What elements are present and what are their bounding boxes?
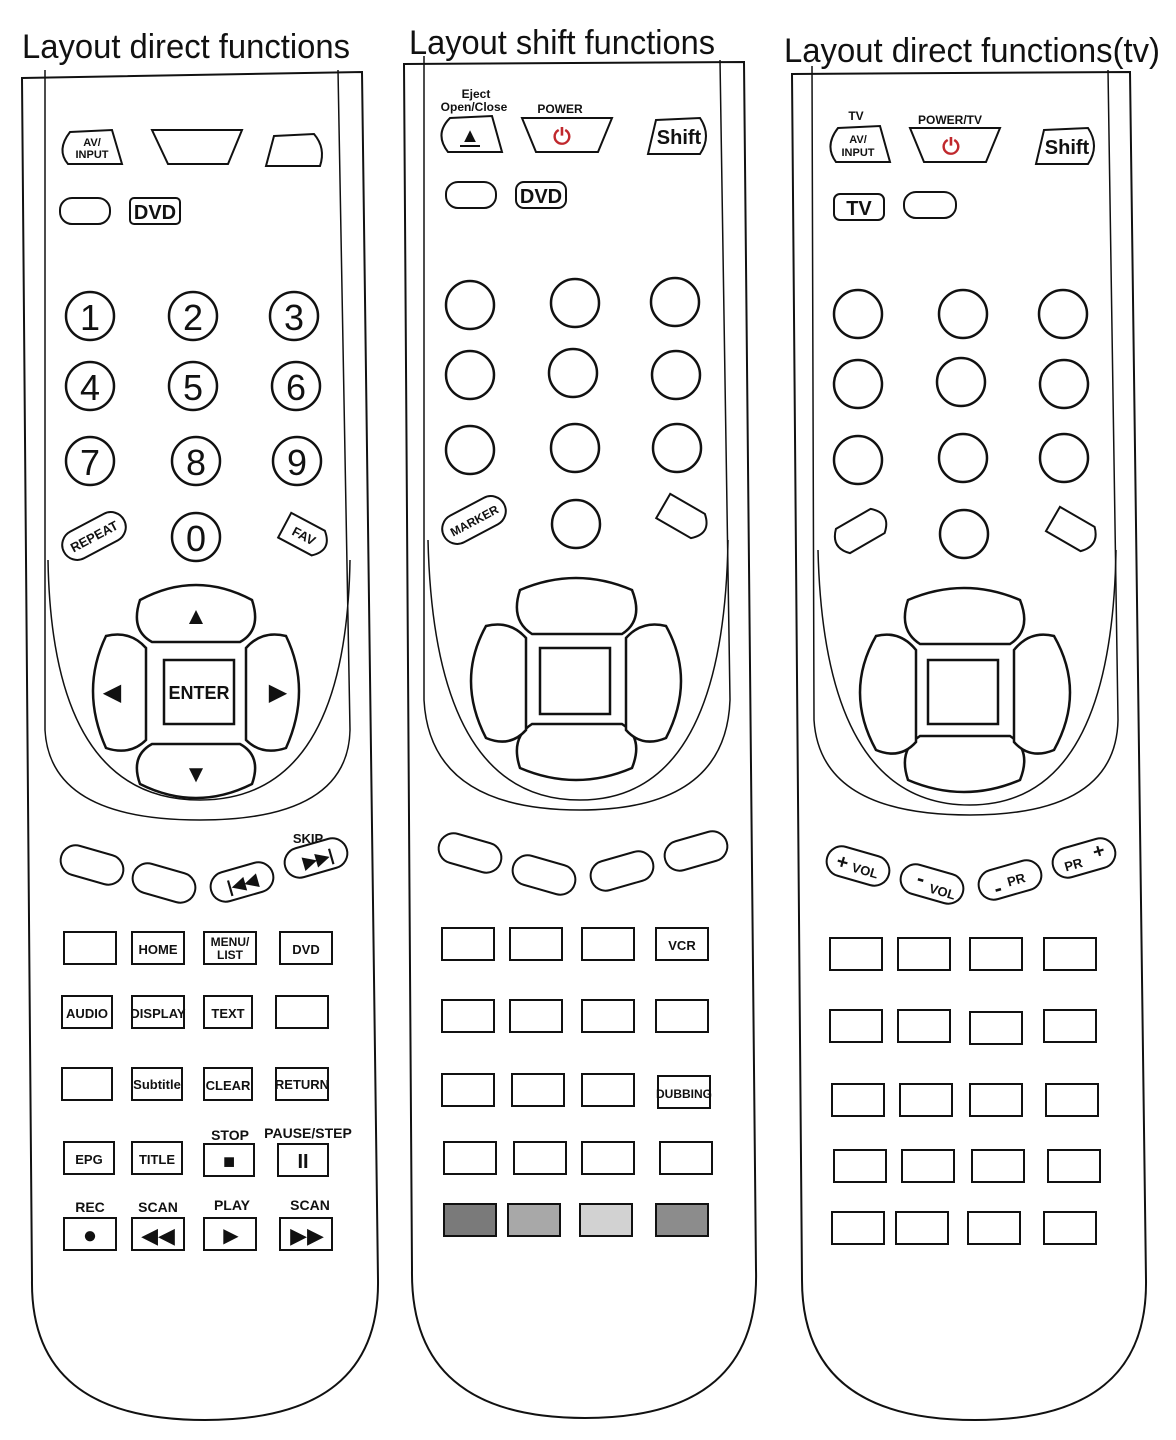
svg-text:3: 3 bbox=[283, 297, 305, 338]
clear-button[interactable] bbox=[204, 1068, 252, 1100]
scan-rev-button[interactable] bbox=[132, 1218, 184, 1250]
home-button[interactable] bbox=[132, 932, 184, 964]
num-button-5[interactable] bbox=[937, 358, 985, 406]
vcr-button[interactable] bbox=[656, 928, 708, 960]
num-button-4[interactable] bbox=[446, 351, 494, 399]
svg-text:◀◀: ◀◀ bbox=[141, 1223, 175, 1248]
svg-text:|◀◀: |◀◀ bbox=[224, 870, 260, 897]
svg-text:4: 4 bbox=[79, 367, 101, 408]
svg-text:EPG: EPG bbox=[75, 1152, 103, 1167]
tv-mode-button[interactable] bbox=[834, 194, 884, 220]
av-input-button[interactable] bbox=[830, 126, 890, 162]
svg-text:Shift: Shift bbox=[656, 127, 702, 149]
digit-8-button[interactable] bbox=[172, 437, 220, 485]
color-key-1[interactable] bbox=[444, 1204, 496, 1236]
rect-button-r5c2[interactable] bbox=[896, 1212, 948, 1244]
svg-text:▶: ▶ bbox=[223, 1225, 239, 1247]
dvd-button[interactable] bbox=[280, 932, 332, 964]
svg-text:VCR: VCR bbox=[668, 938, 696, 953]
digit-0-button[interactable] bbox=[172, 513, 220, 561]
svg-text:Shift: Shift bbox=[1044, 137, 1090, 159]
rect-button-r3c1[interactable] bbox=[832, 1084, 884, 1116]
svg-text:AUDIO: AUDIO bbox=[66, 1006, 108, 1021]
svg-text:6: 6 bbox=[285, 367, 307, 408]
return-button[interactable] bbox=[275, 1068, 329, 1100]
rect-button-r1c1[interactable] bbox=[442, 928, 494, 960]
pause-step-button[interactable] bbox=[278, 1144, 328, 1176]
dpad-down-button[interactable] bbox=[905, 736, 1024, 792]
num-button-9[interactable] bbox=[1040, 434, 1088, 482]
digit-3-button[interactable] bbox=[270, 292, 318, 340]
color-key-3[interactable] bbox=[580, 1204, 632, 1236]
enter-button[interactable] bbox=[164, 660, 234, 724]
num-button-0[interactable] bbox=[552, 500, 600, 548]
rect-button-r1c4[interactable] bbox=[1044, 938, 1096, 970]
scan-fwd-label: SCAN bbox=[290, 1197, 330, 1213]
num-button-6[interactable] bbox=[1040, 360, 1088, 408]
title-left: Layout direct functions bbox=[22, 28, 350, 66]
num-button-4[interactable] bbox=[834, 360, 882, 408]
dubbing-button[interactable] bbox=[656, 1076, 712, 1108]
digit-9-button[interactable] bbox=[273, 437, 321, 485]
av-input-button[interactable] bbox=[62, 130, 122, 164]
eject-button[interactable] bbox=[441, 116, 502, 152]
blank-rect-button-r3c1[interactable] bbox=[62, 1068, 112, 1100]
scan-rev-label: SCAN bbox=[138, 1199, 178, 1215]
title-middle: Layout shift functions bbox=[409, 24, 715, 62]
display-button[interactable] bbox=[130, 996, 185, 1028]
stop-label: STOP bbox=[211, 1127, 249, 1143]
rect-button-r2c3[interactable] bbox=[582, 1000, 634, 1032]
svg-text:7: 7 bbox=[79, 442, 101, 483]
power-tv-label: POWER/TV bbox=[917, 113, 983, 127]
num-button-0[interactable] bbox=[940, 510, 988, 558]
num-button-8[interactable] bbox=[939, 434, 987, 482]
digit-6-button[interactable] bbox=[272, 362, 320, 410]
dpad-right-button[interactable] bbox=[246, 635, 299, 751]
svg-text:9: 9 bbox=[286, 442, 308, 483]
num-button-7[interactable] bbox=[834, 436, 882, 484]
svg-text:Subtitle: Subtitle bbox=[133, 1077, 181, 1092]
blank-rect-button-r2c4[interactable] bbox=[276, 996, 328, 1028]
shift-button[interactable] bbox=[1036, 128, 1094, 164]
center-button[interactable] bbox=[540, 648, 610, 714]
num-button-2[interactable] bbox=[551, 279, 599, 327]
rect-button-r4c1[interactable] bbox=[444, 1142, 496, 1174]
rect-button-r1c3[interactable] bbox=[970, 938, 1022, 970]
eject-label: Eject bbox=[461, 87, 491, 101]
svg-text:⏻: ⏻ bbox=[942, 134, 960, 159]
svg-text:TEXT: TEXT bbox=[211, 1006, 245, 1021]
num-button-7[interactable] bbox=[446, 426, 494, 474]
svg-text:LIST: LIST bbox=[217, 948, 243, 962]
blank-top-button[interactable] bbox=[152, 130, 242, 164]
rect-button-r2c2[interactable] bbox=[510, 1000, 562, 1032]
rect-button-r4c4[interactable] bbox=[660, 1142, 712, 1174]
color-key-2[interactable] bbox=[508, 1204, 560, 1236]
dpad-down-button[interactable] bbox=[137, 744, 255, 798]
stop-button[interactable] bbox=[204, 1144, 254, 1176]
power-tv-button[interactable] bbox=[910, 128, 1000, 162]
epg-button[interactable] bbox=[64, 1142, 114, 1174]
svg-text:II: II bbox=[297, 1151, 309, 1173]
dpad-up-button[interactable] bbox=[137, 585, 255, 642]
rect-button-r4c4[interactable] bbox=[1048, 1150, 1100, 1182]
svg-text:-: - bbox=[990, 875, 1005, 902]
rect-button-r2c4[interactable] bbox=[1044, 1010, 1096, 1042]
color-key-4[interactable] bbox=[656, 1204, 708, 1236]
title-button[interactable] bbox=[132, 1142, 182, 1174]
num-button-1[interactable] bbox=[446, 281, 494, 329]
remote-right bbox=[792, 66, 1146, 1420]
blank-small-button[interactable] bbox=[60, 198, 110, 224]
power-label: POWER bbox=[537, 102, 583, 116]
skip-label: SKIP bbox=[292, 831, 324, 846]
center-button[interactable] bbox=[928, 660, 998, 724]
power-button[interactable] bbox=[522, 118, 612, 152]
rect-button-r1c2[interactable] bbox=[898, 938, 950, 970]
dpad-up-button[interactable] bbox=[905, 588, 1024, 644]
svg-text:ENTER: ENTER bbox=[168, 683, 230, 703]
num-button-8[interactable] bbox=[551, 424, 599, 472]
num-button-3[interactable] bbox=[651, 278, 699, 326]
svg-text:■: ■ bbox=[222, 1151, 236, 1173]
digit-1-button[interactable] bbox=[66, 292, 114, 340]
svg-text:-: - bbox=[914, 865, 929, 892]
tv-small-label: TV bbox=[848, 109, 864, 123]
rect-button-r4c1[interactable] bbox=[834, 1150, 886, 1182]
rect-button-r3c4[interactable] bbox=[1046, 1084, 1098, 1116]
svg-text:DISPLAY: DISPLAY bbox=[130, 1006, 186, 1021]
remote-middle bbox=[404, 56, 756, 1418]
svg-text:+: + bbox=[1090, 839, 1108, 864]
rect-button-r2c2[interactable] bbox=[898, 1010, 950, 1042]
scan-fwd-button[interactable] bbox=[280, 1218, 332, 1250]
svg-text:▲: ▲ bbox=[184, 603, 208, 630]
num-button-2[interactable] bbox=[939, 290, 987, 338]
svg-text:0: 0 bbox=[185, 518, 207, 559]
rec-button[interactable] bbox=[64, 1218, 116, 1250]
rect-button-r1c1[interactable] bbox=[830, 938, 882, 970]
num-button-5[interactable] bbox=[549, 349, 597, 397]
svg-text:INPUT: INPUT bbox=[841, 147, 875, 159]
dpad-left-button[interactable] bbox=[93, 635, 146, 751]
svg-text:▼: ▼ bbox=[184, 761, 208, 788]
open-close-label: Open/Close bbox=[440, 100, 508, 114]
dvd-mode-button[interactable] bbox=[130, 198, 180, 224]
play-button[interactable] bbox=[204, 1218, 256, 1250]
svg-text:2: 2 bbox=[182, 297, 204, 338]
svg-text:▲: ▲ bbox=[460, 125, 480, 147]
play-label: PLAY bbox=[213, 1197, 251, 1213]
rect-button-r5c3[interactable] bbox=[968, 1212, 1020, 1244]
blank-top-right-button[interactable] bbox=[266, 134, 322, 166]
rect-button-r4c3[interactable] bbox=[972, 1150, 1024, 1182]
svg-text:VOL: VOL bbox=[850, 859, 880, 882]
svg-text:AV/: AV/ bbox=[83, 137, 101, 149]
rect-button-r3c3[interactable] bbox=[582, 1074, 634, 1106]
svg-text:REPEAT: REPEAT bbox=[67, 517, 121, 556]
svg-text:●: ● bbox=[82, 1222, 98, 1249]
rect-button-r3c2[interactable] bbox=[900, 1084, 952, 1116]
digit-5-button[interactable] bbox=[169, 362, 217, 410]
rect-button-r2c1[interactable] bbox=[442, 1000, 494, 1032]
digit-2-button[interactable] bbox=[169, 292, 217, 340]
rect-button-r1c2[interactable] bbox=[510, 928, 562, 960]
svg-text:FAV: FAV bbox=[289, 523, 319, 549]
rect-button-r4c3[interactable] bbox=[582, 1142, 634, 1174]
svg-text:▶: ▶ bbox=[268, 679, 288, 706]
num-button-1[interactable] bbox=[834, 290, 882, 338]
svg-text:RETURN: RETURN bbox=[274, 1077, 330, 1092]
digit-7-button[interactable] bbox=[66, 437, 114, 485]
menu-list-button[interactable] bbox=[204, 932, 256, 964]
audio-button[interactable] bbox=[62, 996, 112, 1028]
svg-text:▶▶|: ▶▶| bbox=[300, 845, 336, 873]
num-button-9[interactable] bbox=[653, 424, 701, 472]
blank-rect-button-r1c1[interactable] bbox=[64, 932, 116, 964]
rect-button-r4c2[interactable] bbox=[902, 1150, 954, 1182]
dpad-left-button[interactable] bbox=[471, 625, 526, 742]
dpad-left-button[interactable] bbox=[860, 635, 916, 754]
svg-text:TV: TV bbox=[846, 198, 872, 220]
dpad-up-button[interactable] bbox=[517, 578, 636, 634]
rec-label: REC bbox=[75, 1199, 105, 1215]
text-button[interactable] bbox=[204, 996, 252, 1028]
svg-text:PR: PR bbox=[1005, 870, 1027, 890]
rect-button-r4c2[interactable] bbox=[514, 1142, 566, 1174]
svg-text:MENU/: MENU/ bbox=[210, 935, 250, 949]
rect-button-r2c1[interactable] bbox=[830, 1010, 882, 1042]
rect-button-r3c2[interactable] bbox=[512, 1074, 564, 1106]
dpad-down-button[interactable] bbox=[517, 724, 636, 780]
rect-button-r3c1[interactable] bbox=[442, 1074, 494, 1106]
rect-button-r2c4[interactable] bbox=[656, 1000, 708, 1032]
rect-button-r1c3[interactable] bbox=[582, 928, 634, 960]
svg-text:PR: PR bbox=[1062, 854, 1085, 875]
dpad-right-button[interactable] bbox=[1014, 635, 1070, 754]
svg-text:DVD: DVD bbox=[519, 186, 563, 208]
rect-button-r3c3[interactable] bbox=[970, 1084, 1022, 1116]
svg-text:DVD: DVD bbox=[133, 202, 177, 224]
svg-text:INPUT: INPUT bbox=[75, 149, 109, 161]
svg-text:AV/: AV/ bbox=[849, 134, 867, 146]
pause-step-label: PAUSE/STEP bbox=[264, 1125, 352, 1141]
svg-text:HOME: HOME bbox=[138, 942, 178, 957]
svg-text:CLEAR: CLEAR bbox=[205, 1078, 251, 1093]
dpad-right-button[interactable] bbox=[626, 625, 681, 742]
rect-button-r5c4[interactable] bbox=[1044, 1212, 1096, 1244]
svg-text:DVD: DVD bbox=[292, 942, 320, 957]
svg-text:⏻: ⏻ bbox=[553, 124, 571, 149]
blank-small-button[interactable] bbox=[904, 192, 956, 218]
svg-text:◀: ◀ bbox=[102, 679, 122, 706]
svg-text:DUBBING: DUBBING bbox=[656, 1087, 712, 1101]
blank-small-button[interactable] bbox=[446, 182, 496, 208]
svg-text:5: 5 bbox=[182, 367, 204, 408]
shift-button[interactable] bbox=[648, 118, 706, 154]
svg-text:TITLE: TITLE bbox=[138, 1152, 176, 1167]
svg-text:+: + bbox=[833, 850, 851, 875]
remote-left bbox=[22, 70, 378, 1420]
rect-button-r2c3[interactable] bbox=[970, 1012, 1022, 1044]
svg-text:8: 8 bbox=[185, 442, 207, 483]
dvd-mode-button[interactable] bbox=[516, 182, 566, 208]
svg-text:VOL: VOL bbox=[927, 880, 958, 903]
title-right: Layout direct functions(tv) bbox=[784, 32, 1160, 70]
num-button-3[interactable] bbox=[1039, 290, 1087, 338]
subtitle-button[interactable] bbox=[132, 1068, 182, 1100]
svg-text:▶▶: ▶▶ bbox=[290, 1223, 324, 1248]
num-button-6[interactable] bbox=[652, 351, 700, 399]
rect-button-r5c1[interactable] bbox=[832, 1212, 884, 1244]
digit-4-button[interactable] bbox=[66, 362, 114, 410]
svg-text:1: 1 bbox=[79, 297, 101, 338]
svg-text:MARKER: MARKER bbox=[447, 502, 502, 540]
